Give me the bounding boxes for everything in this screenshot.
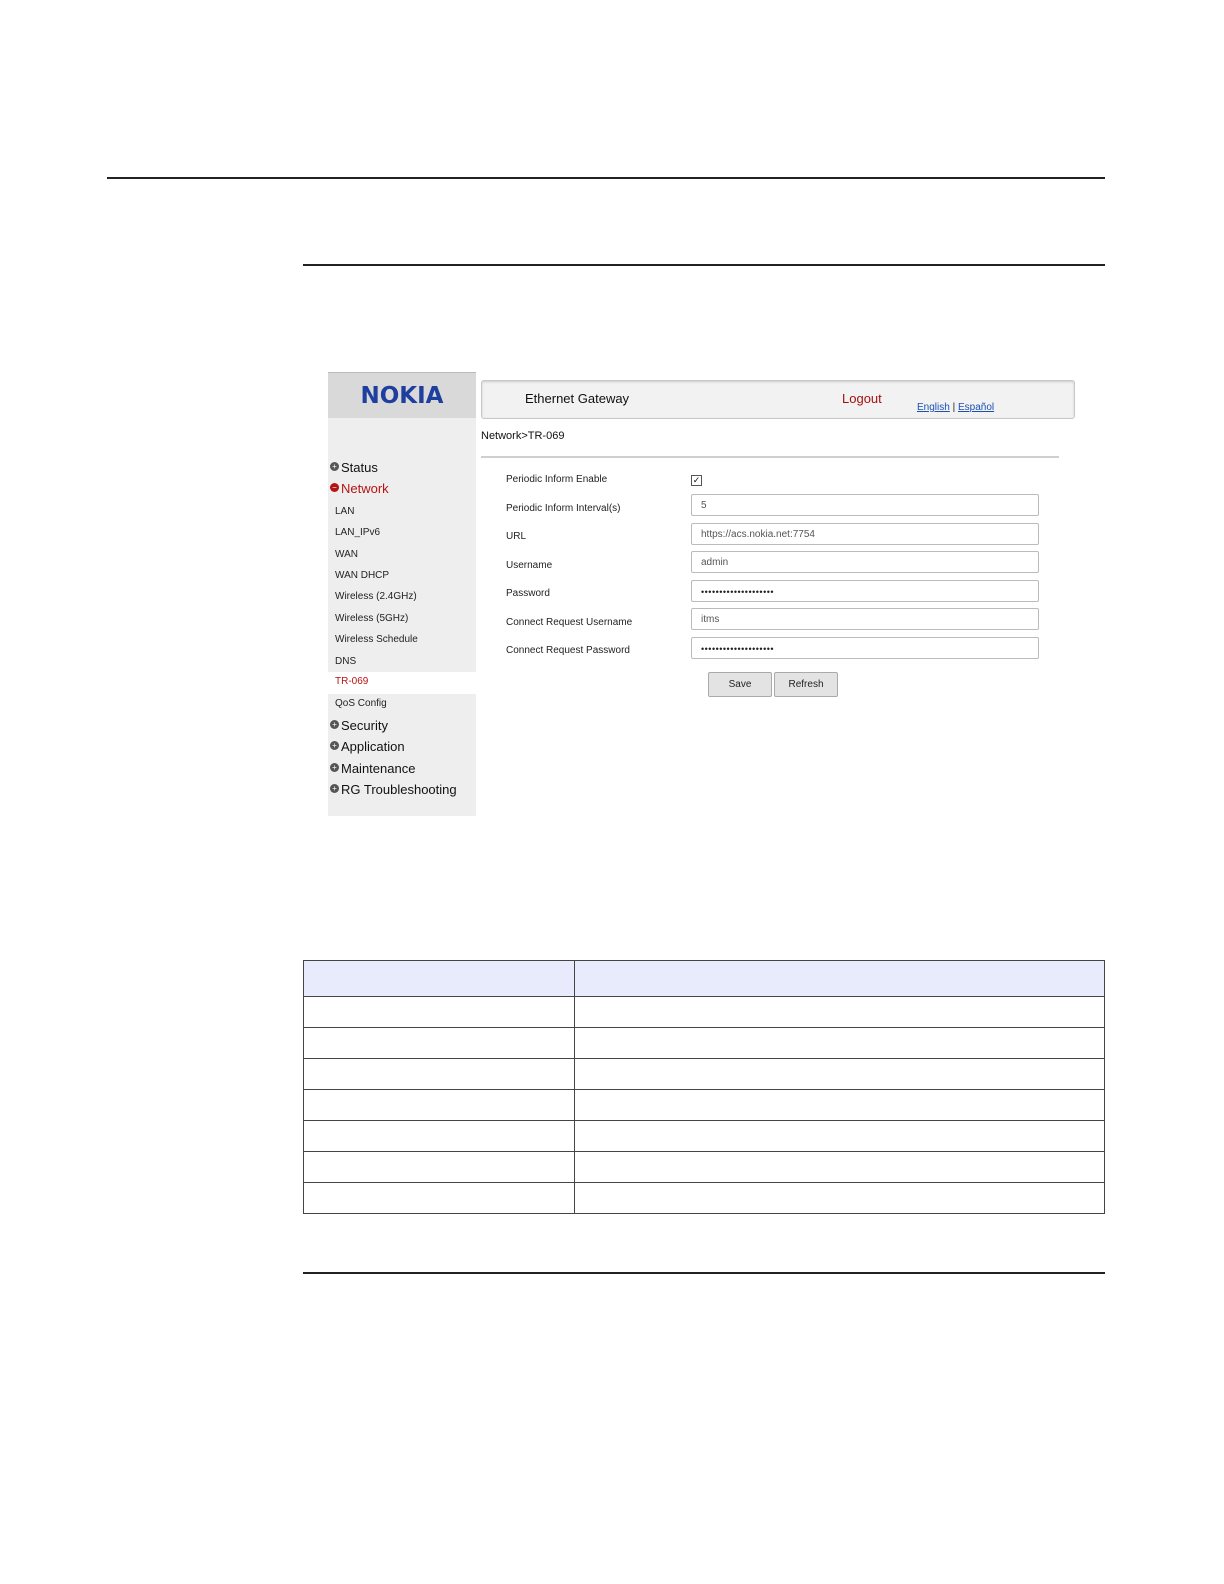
table-row [304,997,1105,1028]
sidebar-item-label: Maintenance [341,761,416,776]
save-button[interactable]: Save [708,672,772,697]
table-cell [304,997,575,1028]
password-input[interactable]: •••••••••••••••••••• [691,580,1039,602]
connect-request-password-label: Connect Request Password [506,645,630,656]
sidebar-subitem-qos-config[interactable]: QoS Config [335,698,387,709]
periodic-inform-interval-input[interactable]: 5 [691,494,1039,516]
sidebar-subitem-wireless-schedule[interactable]: Wireless Schedule [335,634,418,645]
connect-request-username-label: Connect Request Username [506,617,633,628]
sidebar-item-status[interactable] [330,460,378,475]
sidebar-item-label: Network [341,481,389,496]
table-row [304,1152,1105,1183]
table-cell [304,1059,575,1090]
table-cell [575,1028,1105,1059]
sidebar-subitem-lan-ipv6[interactable]: LAN_IPv6 [335,527,381,538]
expand-plus-icon: + [330,763,339,772]
url-label: URL [506,531,527,542]
sidebar [328,418,476,816]
sidebar-subitem-wan-dhcp[interactable]: WAN DHCP [335,570,390,581]
table-cell [304,1152,575,1183]
sidebar-subitem-wireless-5[interactable]: Wireless (5GHz) [335,613,409,624]
sidebar-item-label: Security [341,718,388,733]
sidebar-item-label: Application [341,739,405,754]
periodic-inform-enable-label: Periodic Inform Enable [506,474,608,485]
periodic-inform-enable-checkbox[interactable]: ✓ [692,475,701,485]
username-label: Username [506,560,553,571]
expand-plus-icon: + [330,462,339,471]
gateway-screenshot [328,372,1080,816]
table-cell [575,1183,1105,1214]
sidebar-subitem-wan[interactable]: WAN [335,549,358,560]
nokia-logo: NOKIA [360,383,444,409]
table-header-cell [304,961,575,997]
sidebar-item-rg-troubleshooting[interactable] [330,782,457,797]
sidebar-item-network[interactable] [330,481,389,496]
table-row [304,1090,1105,1121]
table-row [304,1183,1105,1214]
breadcrumb-divider [481,456,1059,458]
expand-plus-icon: + [330,784,339,793]
sidebar-item-security[interactable] [330,718,388,733]
sidebar-subitem-wireless-24[interactable]: Wireless (2.4GHz) [335,591,417,602]
connect-request-username-input[interactable]: itms [691,608,1039,630]
connect-request-password-input[interactable]: •••••••••••••••••••• [691,637,1039,659]
lang-english-link[interactable]: English [917,402,950,413]
collapse-minus-icon: − [330,483,339,492]
table-cell [304,1090,575,1121]
table-row [304,1059,1105,1090]
table-cell [304,1028,575,1059]
logo-area [328,372,476,419]
refresh-button[interactable]: Refresh [774,672,838,697]
table-header-row [304,961,1105,997]
table-cell [304,1183,575,1214]
section-rule [303,264,1105,266]
table-cell [575,1059,1105,1090]
expand-plus-icon: + [330,720,339,729]
lang-separator: | [952,402,956,413]
sidebar-item-label: Status [341,460,378,475]
username-input[interactable]: admin [691,551,1039,573]
password-label: Password [506,588,550,599]
sidebar-item-maintenance[interactable] [330,761,415,776]
logout-link[interactable]: Logout [842,391,882,406]
breadcrumb: Network>TR-069 [481,430,565,442]
parameter-table [303,960,1105,1214]
header-bar [481,380,1075,419]
periodic-inform-interval-label: Periodic Inform Interval(s) [506,503,621,514]
url-input[interactable]: https://acs.nokia.net:7754 [691,523,1039,545]
table-header-cell [575,961,1105,997]
sidebar-item-application[interactable] [330,739,405,754]
language-switcher [917,402,994,413]
table-cell [575,1090,1105,1121]
table-row [304,1121,1105,1152]
lang-espanol-link[interactable]: Español [957,402,995,413]
table-cell [575,1121,1105,1152]
sidebar-subitem-tr069[interactable]: TR-069 [335,676,369,687]
expand-plus-icon: + [330,741,339,750]
bottom-rule [303,1272,1105,1274]
top-rule [107,177,1105,179]
table-row [304,1028,1105,1059]
sidebar-subitem-dns[interactable]: DNS [335,656,357,667]
sidebar-item-label: RG Troubleshooting [341,782,457,797]
table-cell [575,997,1105,1028]
table-cell [575,1152,1105,1183]
sidebar-subitem-lan[interactable]: LAN [335,506,355,517]
app-title: Ethernet Gateway [525,391,630,406]
table-cell [304,1121,575,1152]
